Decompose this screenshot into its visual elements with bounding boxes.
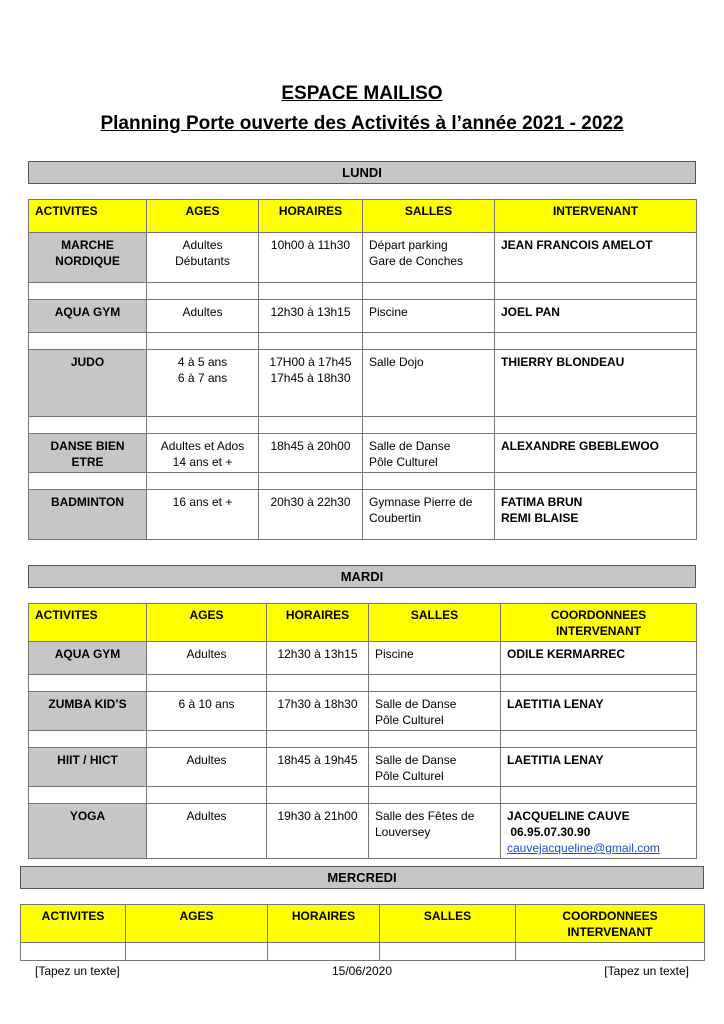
col-header-activites: ACTIVITES <box>21 905 126 943</box>
day-bar-mardi: MARDI <box>28 565 696 588</box>
day-bar-mercredi: MERCREDI <box>20 866 704 889</box>
footer-right-text: [Tapez un texte] <box>604 964 689 978</box>
spacer-row <box>29 787 697 804</box>
table-row <box>29 350 697 417</box>
horaires-cell: 18h45 à 20h00 <box>259 434 363 473</box>
ages-cell: 4 à 5 ans 6 à 7 ans <box>147 350 259 417</box>
col-header-ages: AGES <box>147 200 259 233</box>
col-header-horaires: HORAIRES <box>268 905 380 943</box>
footer-left-text: [Tapez un texte] <box>35 964 120 978</box>
ages-cell: Adultes <box>147 748 267 787</box>
col-header-intervenant: INTERVENANT <box>495 200 697 233</box>
col-header-horaires: HORAIRES <box>259 200 363 233</box>
intervenant-cell: LAETITIA LENAY <box>501 692 697 731</box>
horaires-cell: 17h30 à 18h30 <box>267 692 369 731</box>
table-row <box>29 233 697 283</box>
horaires-cell: 19h30 à 21h00 <box>267 804 369 859</box>
activity-cell: HIIT / HICT <box>29 748 147 787</box>
ages-cell: Adultes <box>147 642 267 675</box>
intervenant-cell: THIERRY BLONDEAU <box>495 350 697 417</box>
salles-cell: Salle de Danse Pôle Culturel <box>369 748 501 787</box>
ages-cell: Adultes et Ados 14 ans et + <box>147 434 259 473</box>
ages-cell: Adultes <box>147 804 267 859</box>
spacer-row <box>29 333 697 350</box>
horaires-cell: 10h00 à 11h30 <box>259 233 363 283</box>
table-row <box>29 692 697 731</box>
salles-cell: Piscine <box>363 300 495 333</box>
spacer-row <box>29 731 697 748</box>
col-header-ages: AGES <box>147 604 267 642</box>
table-row <box>29 300 697 333</box>
col-header-activites: ACTIVITES <box>29 604 147 642</box>
spacer-row <box>29 283 697 300</box>
intervenant-cell: JOEL PAN <box>495 300 697 333</box>
col-header-salles: SALLES <box>369 604 501 642</box>
col-header-salles: SALLES <box>363 200 495 233</box>
salles-cell: Gymnase Pierre de Coubertin <box>363 490 495 540</box>
ages-cell: 16 ans et + <box>147 490 259 540</box>
footer-date: 15/06/2020 <box>331 964 393 978</box>
intervenant-cell: JACQUELINE CAUVE 06.95.07.30.90 cauvejacqueline@gmail.com <box>501 804 697 859</box>
activity-cell: MARCHE NORDIQUE <box>29 233 147 283</box>
spacer-row <box>29 417 697 434</box>
intervenant-cell: ODILE KERMARREC <box>501 642 697 675</box>
table-row <box>29 490 697 540</box>
page-subtitle: Planning Porte ouverte des Activités à l’année 2021 - 2022 <box>100 113 624 134</box>
salles-cell: Piscine <box>369 642 501 675</box>
activity-cell: BADMINTON <box>29 490 147 540</box>
table-row <box>29 642 697 675</box>
salles-cell: Salle de Danse Pôle Culturel <box>363 434 495 473</box>
col-header-coordonnees: COORDONNEES INTERVENANT <box>516 905 705 943</box>
day-bar-lundi: LUNDI <box>28 161 696 184</box>
salles-cell: Salle de Danse Pôle Culturel <box>369 692 501 731</box>
schedule-table-mercredi <box>20 904 705 961</box>
table-row <box>29 804 697 859</box>
ages-cell: Adultes Débutants <box>147 233 259 283</box>
horaires-cell: 12h30 à 13h15 <box>259 300 363 333</box>
horaires-cell: 12h30 à 13h15 <box>267 642 369 675</box>
horaires-cell: 17H00 à 17h45 17h45 à 18h30 <box>259 350 363 417</box>
activity-cell: YOGA <box>29 804 147 859</box>
horaires-cell: 20h30 à 22h30 <box>259 490 363 540</box>
spacer-row <box>29 473 697 490</box>
ages-cell: Adultes <box>147 300 259 333</box>
activity-cell: ZUMBA KID’S <box>29 692 147 731</box>
col-header-horaires: HORAIRES <box>267 604 369 642</box>
schedule-table-lundi <box>28 199 697 540</box>
spacer-row <box>21 943 705 961</box>
salles-cell: Départ parking Gare de Conches <box>363 233 495 283</box>
col-header-coordonnees: COORDONNEES INTERVENANT <box>501 604 697 642</box>
intervenant-cell: JEAN FRANCOIS AMELOT <box>495 233 697 283</box>
table-row <box>29 748 697 787</box>
col-header-salles: SALLES <box>380 905 516 943</box>
activity-cell: AQUA GYM <box>29 300 147 333</box>
intervenant-cell: LAETITIA LENAY <box>501 748 697 787</box>
page-title: ESPACE MAILISO <box>281 83 443 104</box>
intervenant-cell: FATIMA BRUN REMI BLAISE <box>495 490 697 540</box>
activity-cell: JUDO <box>29 350 147 417</box>
salles-cell: Salle Dojo <box>363 350 495 417</box>
horaires-cell: 18h45 à 19h45 <box>267 748 369 787</box>
spacer-row <box>29 675 697 692</box>
col-header-activites: ACTIVITES <box>29 200 147 233</box>
salles-cell: Salle des Fêtes de Louversey <box>369 804 501 859</box>
table-row <box>29 434 697 473</box>
col-header-ages: AGES <box>126 905 268 943</box>
schedule-table-mardi <box>28 603 697 859</box>
email-link[interactable]: cauvejacqueline@gmail.com <box>507 841 660 855</box>
activity-cell: AQUA GYM <box>29 642 147 675</box>
activity-cell: DANSE BIEN ETRE <box>29 434 147 473</box>
ages-cell: 6 à 10 ans <box>147 692 267 731</box>
intervenant-cell: ALEXANDRE GBEBLEWOO <box>495 434 697 473</box>
